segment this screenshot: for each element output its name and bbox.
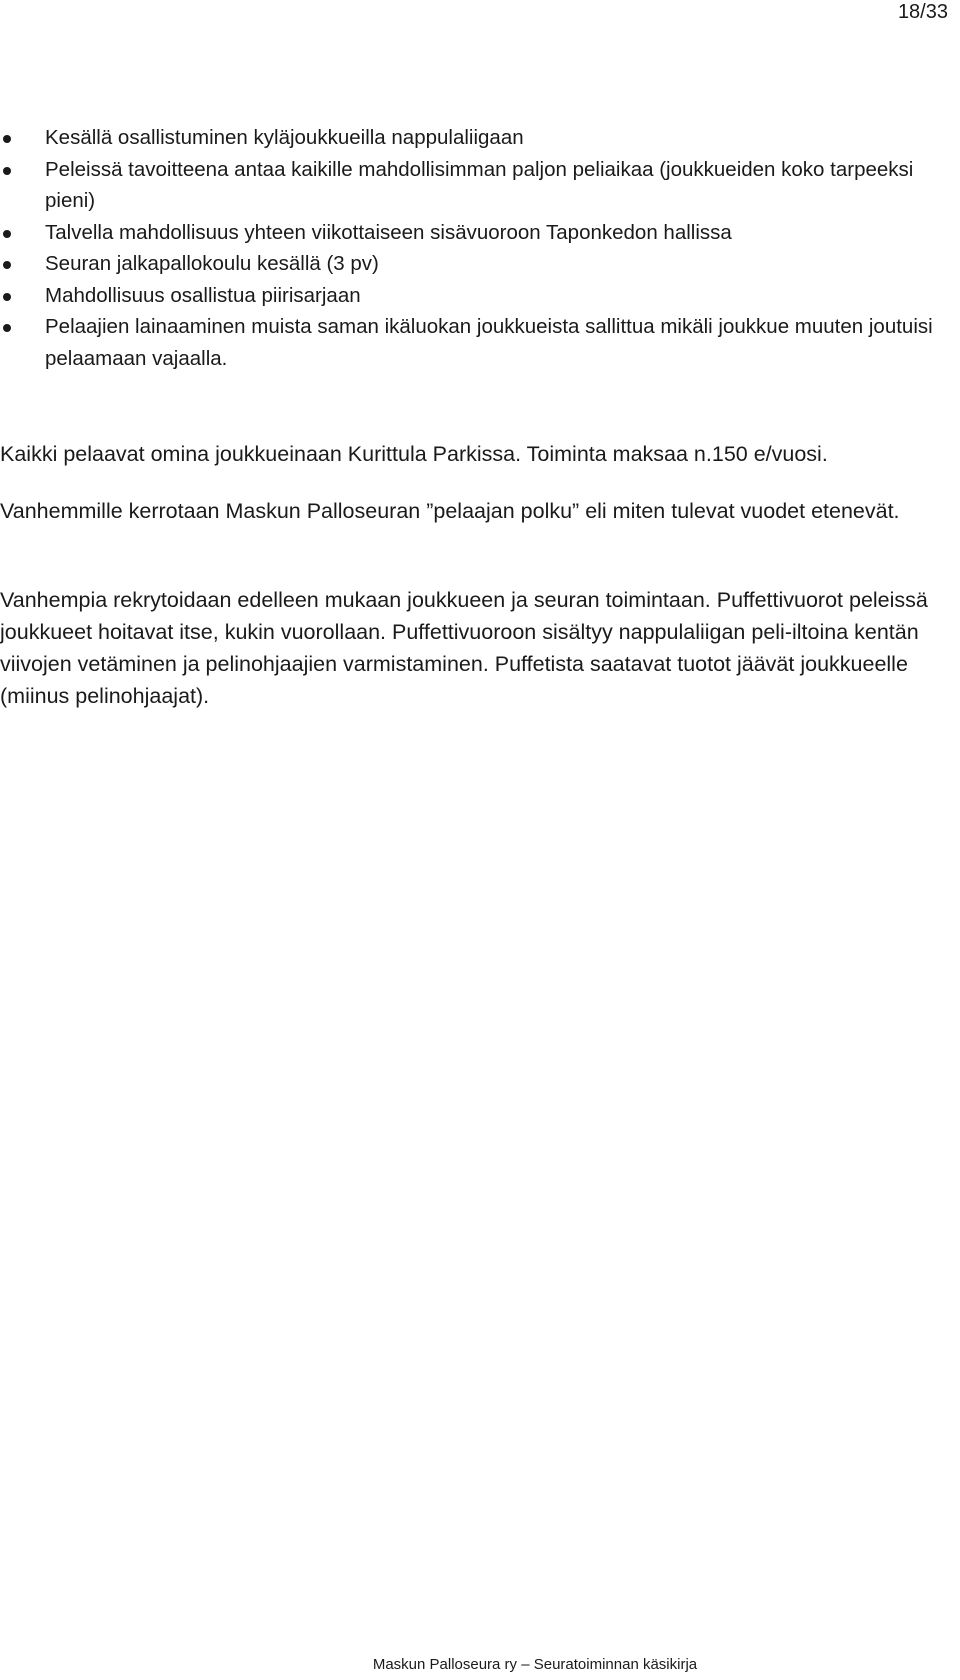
list-item-text: Peleissä tavoitteena antaa kaikille mahdollisimman paljon peliaikaa (joukkueiden koko tarpeeksi pieni) bbox=[45, 157, 914, 212]
list-item bbox=[0, 311, 940, 374]
paragraph-player-path: Vanhemmille kerrotaan Maskun Palloseuran ”pelaajan polku” eli miten tulevat vuodet etenevät. bbox=[0, 499, 900, 523]
bullet-icon bbox=[3, 135, 11, 143]
list-item-text: Mahdollisuus osallistua piirisarjaan bbox=[45, 283, 361, 307]
list-item-text: Seuran jalkapallokoulu kesällä (3 pv) bbox=[45, 252, 379, 275]
list-item-text: Talvella mahdollisuus yhteen viikottaiseen sisävuoroon Taponkedon hallissa bbox=[45, 220, 732, 244]
bullet-icon bbox=[3, 324, 11, 332]
page-number: 18/33 bbox=[897, 1, 948, 23]
list-item bbox=[0, 280, 940, 312]
paragraph-parent-recruitment: Vanhempia rekrytoidaan edelleen mukaan joukkueen ja seuran toimintaan. Puffettivuorot peleissä joukkueet hoitavat itse, kukin vuorollaan. Puffettivuoroon sisältyy nappulaliigan peli-iltoina kentän viivojen vetäminen ja pelinohjaajien varmistaminen. Puffetista saatavat tuotot jäävät joukkueelle (miinus pelinohjaajat). bbox=[0, 588, 928, 708]
bullet-icon bbox=[3, 167, 11, 175]
list-item bbox=[0, 154, 940, 217]
page-footer: Maskun Palloseura ry – Seuratoiminnan käsikirja bbox=[372, 1656, 698, 1673]
list-item bbox=[0, 122, 940, 154]
bullet-icon bbox=[3, 261, 11, 269]
list-item-text: Pelaajien lainaaminen muista saman ikäluokan joukkueista sallittua mikäli joukkue muuten joutuisi pelaamaan vajaalla. bbox=[45, 315, 933, 370]
bullet-icon bbox=[3, 230, 11, 238]
paragraph-location-fee: Kaikki pelaavat omina joukkueinaan Kurittula Parkissa. Toiminta maksaa n.150 e/vuosi. bbox=[0, 442, 828, 466]
list-item-text: Kesällä osallistuminen kyläjoukkueilla nappulaliigaan bbox=[45, 126, 524, 149]
list-item bbox=[0, 248, 940, 280]
bullet-icon bbox=[3, 293, 11, 301]
bullet-list bbox=[0, 122, 940, 374]
list-item bbox=[0, 217, 940, 249]
